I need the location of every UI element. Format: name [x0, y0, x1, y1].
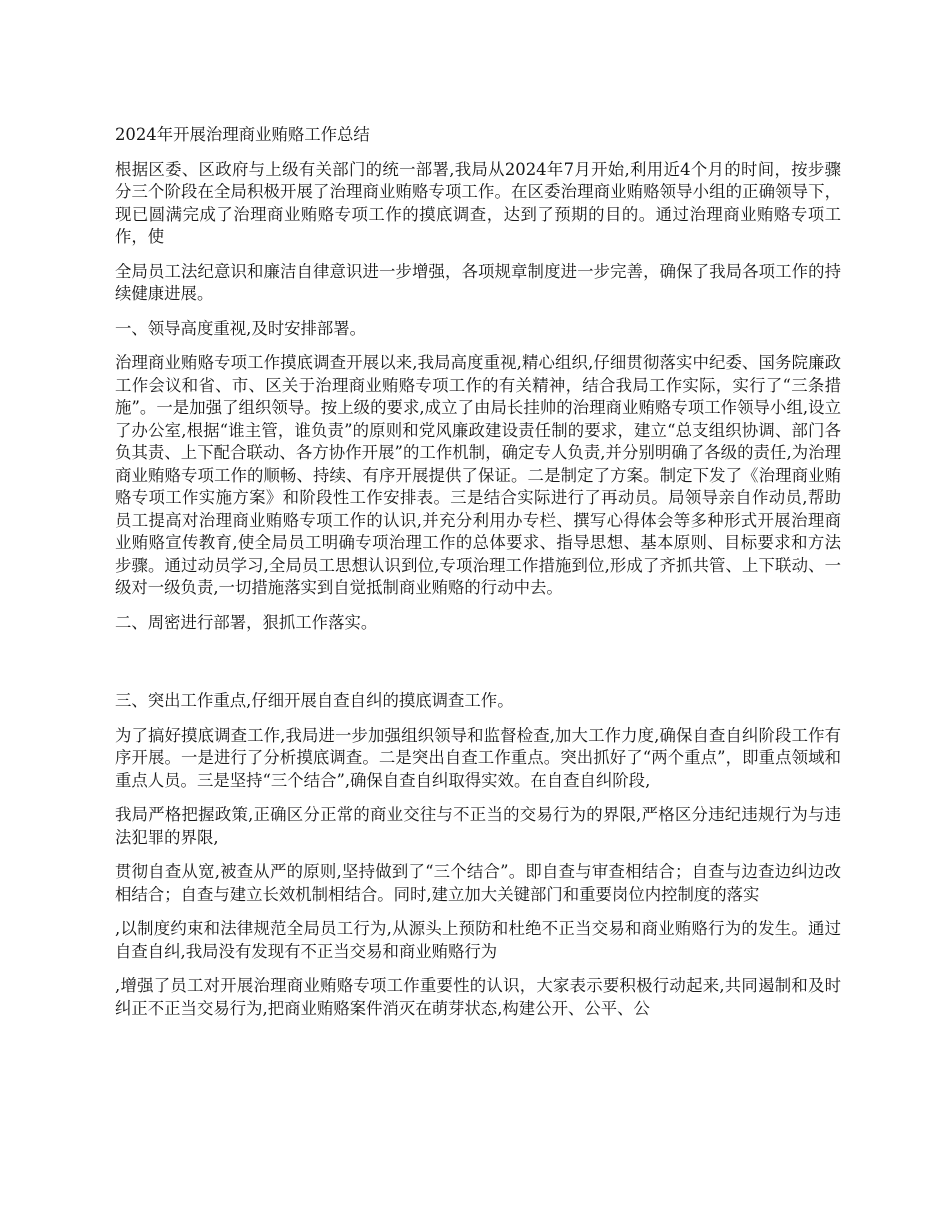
- paragraph-section-3-part-3: 贯彻自查从宽,被查从严的原则,坚持做到了“三个结合”。即自查与审查相结合；自查与边查边纠边改相结合；自查与建立长效机制相结合。同时,建立加大关键部门和重要岗位内控制度的落实: [115, 862, 841, 904]
- paragraph-intro-continued: 全局员工法纪意识和廉洁自律意识进一步增强，各项规章制度进一步完善，确保了我局各项工作的持续健康进展。: [115, 261, 841, 303]
- document-title: 2024年开展治理商业贿赂工作总结: [115, 125, 370, 144]
- document-page: [115, 124, 841, 1032]
- paragraph-section-3: 为了搞好摸底调查工作,我局进一步加强组织领导和监督检查,加大工作力度,确保自查自纠阶段工作有序开展。一是进行了分析摸底调查。二是突出自查工作重点。突出抓好了“两个重点”，即重点领域和重点人员。三是坚持“三个结合”,确保自查自纠取得实效。在自查自纠阶段,: [115, 725, 841, 790]
- section-heading-1: 一、领导高度重视,及时安排部署。: [115, 318, 367, 338]
- section-heading-3: 三、突出工作重点,仔细开展自查自纠的摸底调查工作。: [115, 691, 514, 710]
- paragraph-section-3-part-2: 我局严格把握政策,正确区分正常的商业交往与不正当的交易行为的界限,严格区分违纪违规行为与违法犯罪的界限,: [115, 805, 841, 847]
- paragraph-intro: 根据区委、区政府与上级有关部门的统一部署,我局从2024年7月开始,利用近4个月的时间，按步骤分三个阶段在全局积极开展了治理商业贿赂专项工作。在区委治理商业贿赂领导小组的正确领导下，现已圆满完成了治理商业贿赂专项工作的摸底调查，达到了预期的目的。通过治理商业贿赂专项工作，使: [115, 159, 841, 246]
- paragraph-section-3-part-4: ,以制度约束和法律规范全局员工行为,从源头上预防和杜绝不正当交易和商业贿赂行为的发生。通过自查自纠,我局没有发现有不正当交易和商业贿赂行为: [115, 919, 841, 961]
- section-heading-2: 二、周密进行部署，狠抓工作落实。: [115, 612, 378, 632]
- paragraph-section-1: 治理商业贿赂专项工作摸底调查开展以来,我局高度重视,精心组织,仔细贯彻落实中纪委、国务院廉政工作会议和省、市、区关于治理商业贿赂专项工作的有关精神，结合我局工作实际，实行了“三条措施”。一是加强了组织领导。按上级的要求,成立了由局长挂帅的治理商业贿赂专项工作领导小组,设立了办公室,根据“谁主管，谁负责”的原则和党风廉政建设责任制的要求，建立“总支组织协调、部门各负其责、上下配合联动、各方协作开展”的工作机制，确定专人负责,并分别明确了各级的责任,为治理商业贿赂专项工作的顺畅、持续、有序开展提供了保证。二是制定了方案。制定下发了《治理商业贿赂专项工作实施方案》和阶段性工作安排表。三是结合实际进行了再动员。局领导亲自作动员,帮助员工提高对治理商业贿赂专项工作的认识,并充分利用办专栏、撰写心得体会等多种形式开展治理商业贿赂宣传教育,使全局员工明确专项治理工作的总体要求、指导思想、基本原则、目标要求和方法步骤。通过动员学习,全局员工思想认识到位,专项治理工作措施到位,形成了齐抓共管、上下联动、一级对一级负责,一切措施落实到自觉抵制商业贿赂的行动中去。: [115, 353, 841, 597]
- paragraph-section-3-part-5: ,增强了员工对开展治理商业贿赂专项工作重要性的认识，大家表示要积极行动起来,共同遏制和及时纠正不正当交易行为,把商业贿赂案件消灭在萌芽状态,构建公开、公平、公: [115, 976, 841, 1018]
